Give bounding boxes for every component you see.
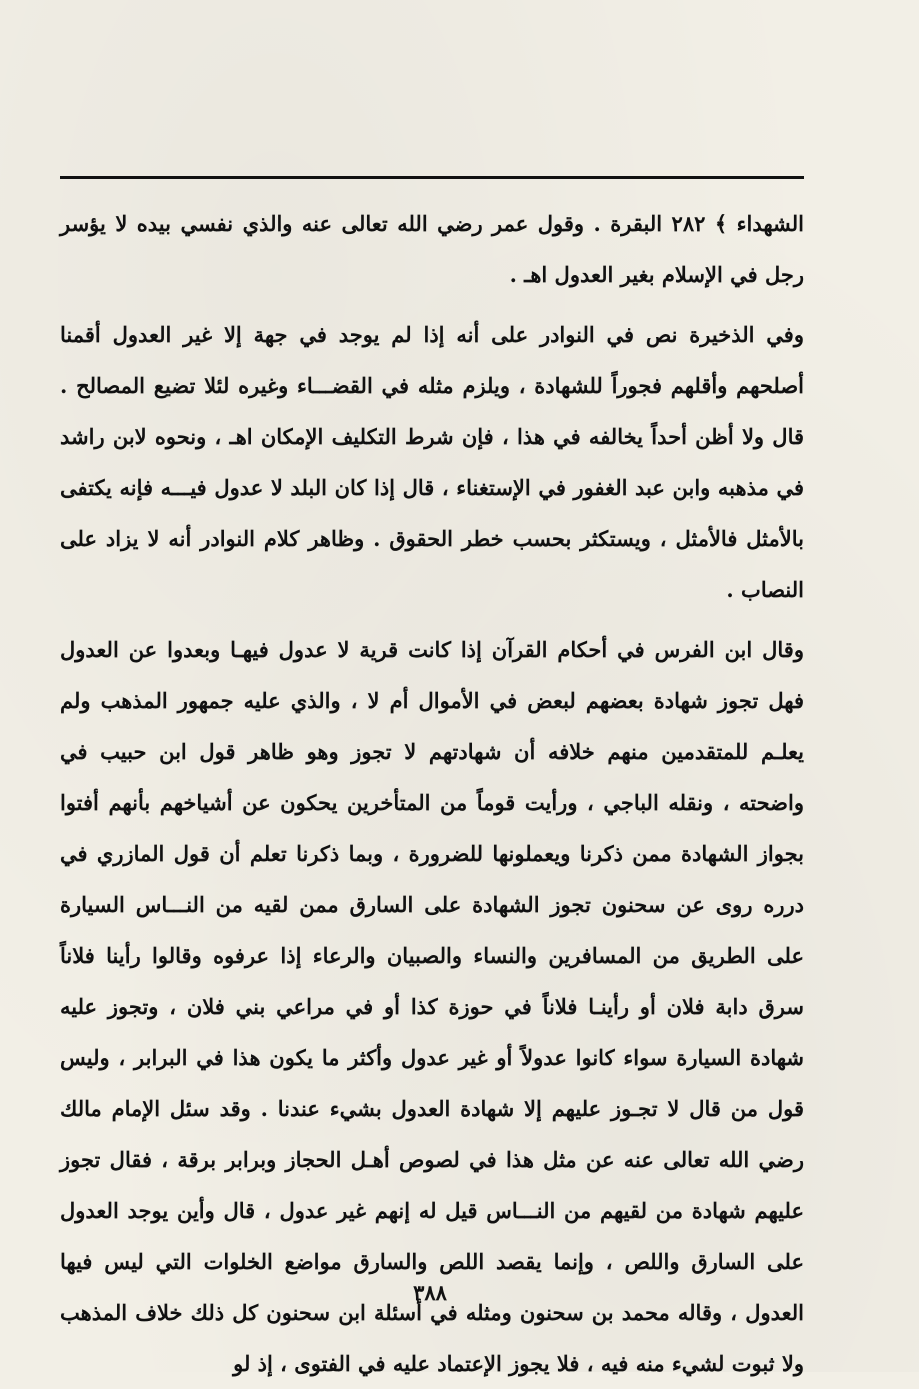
footnote-text-block bbox=[60, 198, 804, 1389]
footnote-paragraph-1: الشهداء ﴾ ٢٨٢ البقرة . وقول عمر رضي الله تعالى عنه والذي نفسي بيده لا يؤسر رجل في الإسلام بغير العدول اهـ . bbox=[60, 211, 804, 287]
footnote-separator-rule bbox=[60, 176, 804, 179]
page-number: ٣٨٨ bbox=[413, 1280, 447, 1305]
footnote-paragraph-3: وقال ابن الفرس في أحكام القرآن إذا كانت قرية لا عدول فيهـا وبعدوا عن العدول فهل تجوز شهادة بعضهم لبعض في الأموال أم لا ، والذي عليه جمهور المذهب ولم يعلـم للمتقدمين منهم خلافه أن شهادتهم لا تجوز وهو ظاهر قول ابن حبيب في واضحته ، ونقله الباجي ، ورأيت قوماً من المتأخرين يحكون عن أشياخهم بأنهم أفتوا بجواز الشهادة ممن ذكرنا ويعملونها للضرورة ، وبما ذكرنا تعلم أن قول المازري في درره روى عن سحنون تجوز الشهادة على السارق ممن لقيه من النـــاس السيارة على الطريق من المسافرين والنساء والصبيان والرعاء إذا عرفوه وقالوا رأينا فلاناً سرق دابة فلان أو رأينـا فلاناً في حوزة كذا أو في مراعي بني فلان ، وتجوز عليه شهادة السيارة سواء كانوا عدولاً أو غير عدول وأكثر ما يكون هذا في البرابر ، وليس قول من قال لا تجـوز عليهم إلا شهادة العدول بشيء عندنا . وقد سئل الإمام مالك رضي الله تعالى عنه عن مثل هذا في لصوص أهـل الحجاز وبرابر برقة ، فقال تجوز عليهم شهادة من لقيهم من النـــاس قيل له إنهم غير عدول ، قال وأين يوجد العدول على السارق واللص ، وإنما يقصد اللص والسارق مواضع الخلوات التي ليس فيها العدول ، وقاله محمد بن سحنون ومثله في أسئلة ابن سحنون كل ذلك خلاف المذهب ولا ثبوت لشيء منه فيه ، فلا يجوز الإعتماد عليه في الفتوى ، إذ لو bbox=[60, 637, 804, 1376]
footnote-paragraph-2: وفي الذخيرة نص في النوادر على أنه إذا لم يوجد في جهة إلا غير العدول أقمنا أصلحهم وأقلهم فجوراً للشهادة ، ويلزم مثله في القضـــاء وغيره لئلا تضيع المصالح . قال ولا أظن أحداً يخالفه في هذا ، فإن شرط التكليف الإمكان اهـ ، ونحوه لابن راشد في مذهبه وابن عبد الغفور في الإستغناء ، قال إذا كان البلد لا عدول فيـــه فإنه يكتفى بالأمثل فالأمثل ، ويستكثر بحسب خطر الحقوق . وظاهر كلام النوادر أنه لا يزاد على النصاب . bbox=[60, 322, 804, 602]
